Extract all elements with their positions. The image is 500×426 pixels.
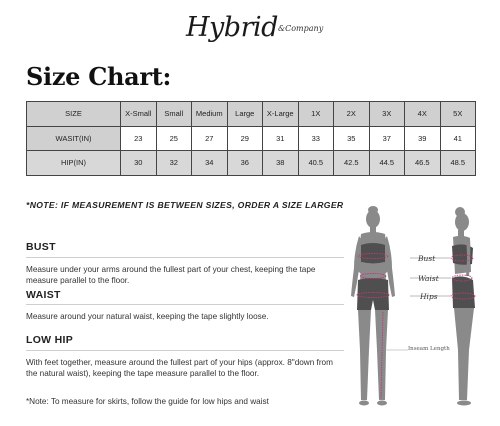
front-figure xyxy=(351,206,395,406)
table-cell: 35 xyxy=(334,126,370,151)
table-header-cell: SIZE xyxy=(27,102,121,127)
body-figure-illustration xyxy=(340,200,500,426)
table-cell: 48.5 xyxy=(440,151,476,176)
table-header-cell: 2X xyxy=(334,102,370,127)
table-row-label: WASIT(IN) xyxy=(27,126,121,151)
table-cell: 33 xyxy=(298,126,334,151)
table-cell: 25 xyxy=(156,126,192,151)
bust-instructions: Measure under your arms around the fullest part of your chest, keeping the tape measure parallel to the floor. xyxy=(26,265,316,285)
table-header-cell: Large xyxy=(227,102,263,127)
hips-label: Hips xyxy=(420,292,438,301)
table-cell: 34 xyxy=(192,151,228,176)
table-header-row xyxy=(27,102,476,127)
waist-heading: WAIST xyxy=(26,289,61,301)
table-cell: 27 xyxy=(192,126,228,151)
table-cell: 29 xyxy=(227,126,263,151)
table-header-cell: 1X xyxy=(298,102,334,127)
waist-instructions: Measure around your natural waist, keeping the tape slightly loose. xyxy=(26,312,269,321)
table-cell: 41 xyxy=(440,126,476,151)
section-divider xyxy=(26,350,344,351)
table-cell: 42.5 xyxy=(334,151,370,176)
table-cell: 37 xyxy=(369,126,405,151)
measurement-figures xyxy=(340,200,500,426)
table-cell: 44.5 xyxy=(369,151,405,176)
side-figure xyxy=(384,207,475,406)
table-cell: 38 xyxy=(263,151,299,176)
table-header-cell: X-Large xyxy=(263,102,299,127)
sizing-note: *NOTE: IF MEASUREMENT IS BETWEEN SIZES, ORDER A SIZE LARGER xyxy=(26,200,344,210)
inseam-label: Inseam Length xyxy=(408,346,450,352)
bust-heading: BUST xyxy=(26,241,56,253)
logo-sub-text: &Company xyxy=(278,24,324,33)
page-title: Size Chart: xyxy=(26,62,172,91)
low-hip-heading: LOW HIP xyxy=(26,334,74,346)
logo-main-text: Hybrid xyxy=(186,12,278,43)
table-row xyxy=(27,151,476,176)
table-row xyxy=(27,126,476,151)
table-cell: 39 xyxy=(405,126,441,151)
table-cell: 23 xyxy=(121,126,157,151)
bust-label: Bust xyxy=(418,254,436,263)
table-header-cell: 4X xyxy=(405,102,441,127)
table-header-cell: Medium xyxy=(192,102,228,127)
waist-label: Waist xyxy=(418,274,439,283)
table-header-cell: X-Small xyxy=(121,102,157,127)
table-row-label: HIP(IN) xyxy=(27,151,121,176)
size-chart-table xyxy=(26,101,476,176)
brand-logo xyxy=(186,10,346,50)
table-header-cell: 5X xyxy=(440,102,476,127)
section-divider xyxy=(26,257,344,258)
table-cell: 31 xyxy=(263,126,299,151)
table-cell: 46.5 xyxy=(405,151,441,176)
table-cell: 40.5 xyxy=(298,151,334,176)
table-cell: 30 xyxy=(121,151,157,176)
table-header-cell: 3X xyxy=(369,102,405,127)
table-header-cell: Small xyxy=(156,102,192,127)
table-cell: 32 xyxy=(156,151,192,176)
section-divider xyxy=(26,304,344,305)
skirt-footnote: *Note: To measure for skirts, follow the guide for low hips and waist xyxy=(26,397,269,406)
low-hip-instructions: With feet together, measure around the fullest part of your hips (approx. 8"down from the natural waist), keeping the tape measure parallel to the floor. xyxy=(26,358,333,378)
table-cell: 36 xyxy=(227,151,263,176)
